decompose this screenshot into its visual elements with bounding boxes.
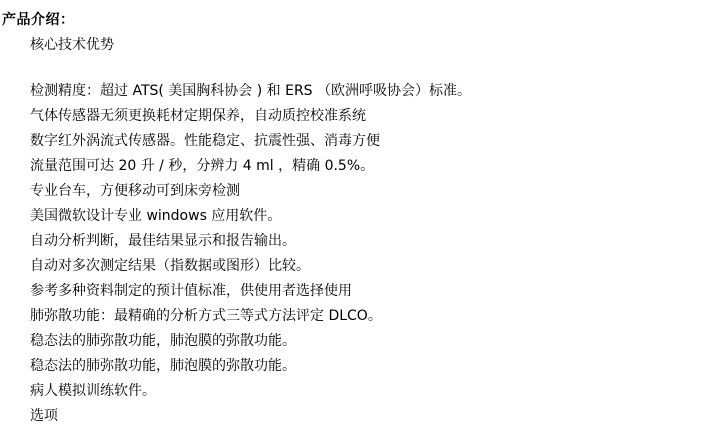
text-line: 稳态法的肺弥散功能，肺泡膜的弥散功能。 [30, 358, 296, 374]
text-line: 专业台车，方便移动可到床旁检测 [30, 183, 240, 199]
blank-line [30, 58, 714, 79]
text-line: 美国微软设计专业 windows 应用软件。 [30, 208, 282, 224]
document-body [30, 33, 714, 429]
text-line: 参考多种资料制定的预计值标准，供使用者选择使用 [30, 283, 352, 299]
text-line: 检测精度：超过 ATS( 美国胸科协会 ) 和 ERS （欧洲呼吸协会）标准。 [30, 83, 472, 99]
text-line: 气体传感器无须更换耗材定期保养，自动质控校准系统 [30, 108, 366, 124]
subheading-core-tech: 核心技术优势 [30, 37, 114, 53]
text-line-options: 选项 [30, 408, 58, 424]
text-line: 流量范围可达 20 升 / 秒，分辨力 4 ml ，精确 0.5%。 [30, 158, 375, 174]
text-line: 稳态法的肺弥散功能，肺泡膜的弥散功能。 [30, 333, 296, 349]
page-title: 产品介绍： [2, 12, 75, 28]
text-line: 病人模拟训练软件。 [30, 383, 156, 399]
text-line: 数字红外涡流式传感器。性能稳定、抗震性强、消毒方便 [30, 133, 380, 149]
text-line: 肺弥散功能：最精确的分析方式三等式方法评定 DLCO。 [30, 308, 382, 324]
text-line: 自动对多次测定结果（指数据或图形）比较。 [30, 258, 310, 274]
text-line: 自动分析判断，最佳结果显示和报告输出。 [30, 233, 296, 249]
